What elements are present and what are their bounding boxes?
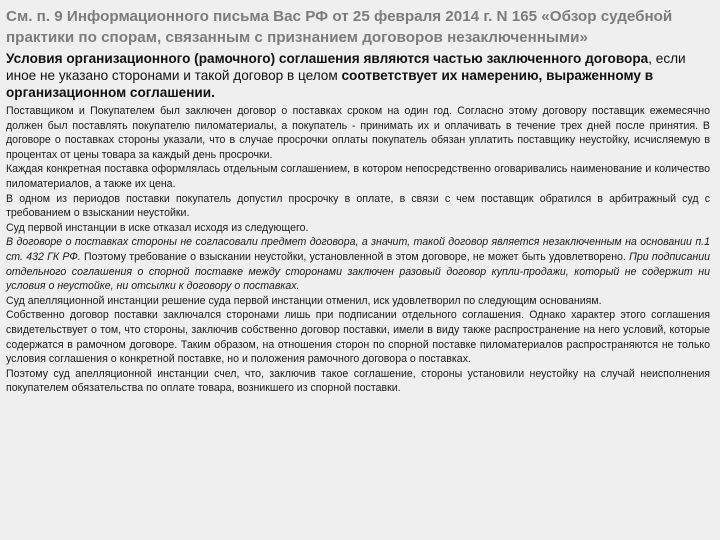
reasoning-italic-1: В договоре о поставках стороны не согласовали предмет договора, а значит, такой договор является незаключенным на основании п.1 ст. 432 ГК РФ. (6, 236, 710, 263)
intro-bold-lead: Условия организационного (рамочного) соглашения являются частью заключенного договора (6, 51, 649, 66)
intro-normal-text: , если иное не указано сторонами и такой договор в целом (6, 51, 686, 83)
document-heading: См. п. 9 Информационного письма Вас РФ от 25 февраля 2014 г. N 165 «Обзор судебной практики по спорам, связанным с признанием договоров незаключенными» (6, 8, 673, 46)
reasoning-italic-2: При подписании отдельного соглашения о спорной поставке между сторонами заключен разовый договор купли-продажи, который не содержит ни условия о неустойке, ни отсылки к договору о поставках. (6, 250, 710, 293)
intro-paragraph (6, 50, 710, 101)
paragraph-first-instance-reasoning (6, 235, 710, 293)
reasoning-normal: Поэтому требование о взыскании неустойки, установленной в этом договоре, не может быть удовлетворено. (80, 250, 630, 263)
paragraph-separate-agreement: Каждая конкретная поставка оформлялась отдельным соглашением, в котором непосредственно оговаривались наименование и количество пиломатериалов, а также их цена. (6, 163, 710, 190)
paragraph-conclusion: Поэтому суд апелляционной инстанции счел, что, заключив такое соглашение, стороны установили неустойку на случай неисполнения покупателем обязательства по оплате товара, возникшего из спорной поставки. (6, 367, 710, 395)
intro-bold-tail: соответствует их намерению, выраженному в организационном соглашении. (6, 68, 654, 100)
document-body (6, 104, 710, 396)
paragraph-delay: В одном из периодов поставки покупатель допустил просрочку в оплате, в связи с чем поставщик обратился в арбитражный суд с требованием о взыскании неустойки. (6, 192, 710, 220)
paragraph-appeal: Суд апелляционной инстанции решение суда первой инстанции отменил, иск удовлетворил по следующим основаниям. (6, 294, 602, 307)
paragraph-contract: Поставщиком и Покупателем был заключен договор о поставках сроком на один год. Согласно этому договору поставщик ежемесячно должен был поставлять покупателю пиломатериалы, а покупатель - принимать их и оплачивать в течение трех дней после принятия. В договоре о поставках стороны указали, что в случае просрочки оплаты покупатель обязан уплатить поставщику неустойку, исчисляемую в процентах от цены товара за каждый день просрочки. (6, 105, 710, 161)
paragraph-first-instance: Суд первой инстанции в иске отказал исходя из следующего. (6, 221, 309, 234)
paragraph-appeal-reasoning: Собственно договор поставки заключался сторонами лишь при подписании отдельного соглашения. Однако характер этого соглашения свидетельствует о том, что стороны, заключив собственно договор поставки, имели в виду также распространение на него условий, которые содержатся в рамочном договоре. Таким образом, на отношения сторон по спорной поставке пиломатериалов распространяются не только условия соглашения о конкретной поставке, но и положения рамочного договора о поставках. (6, 309, 710, 366)
